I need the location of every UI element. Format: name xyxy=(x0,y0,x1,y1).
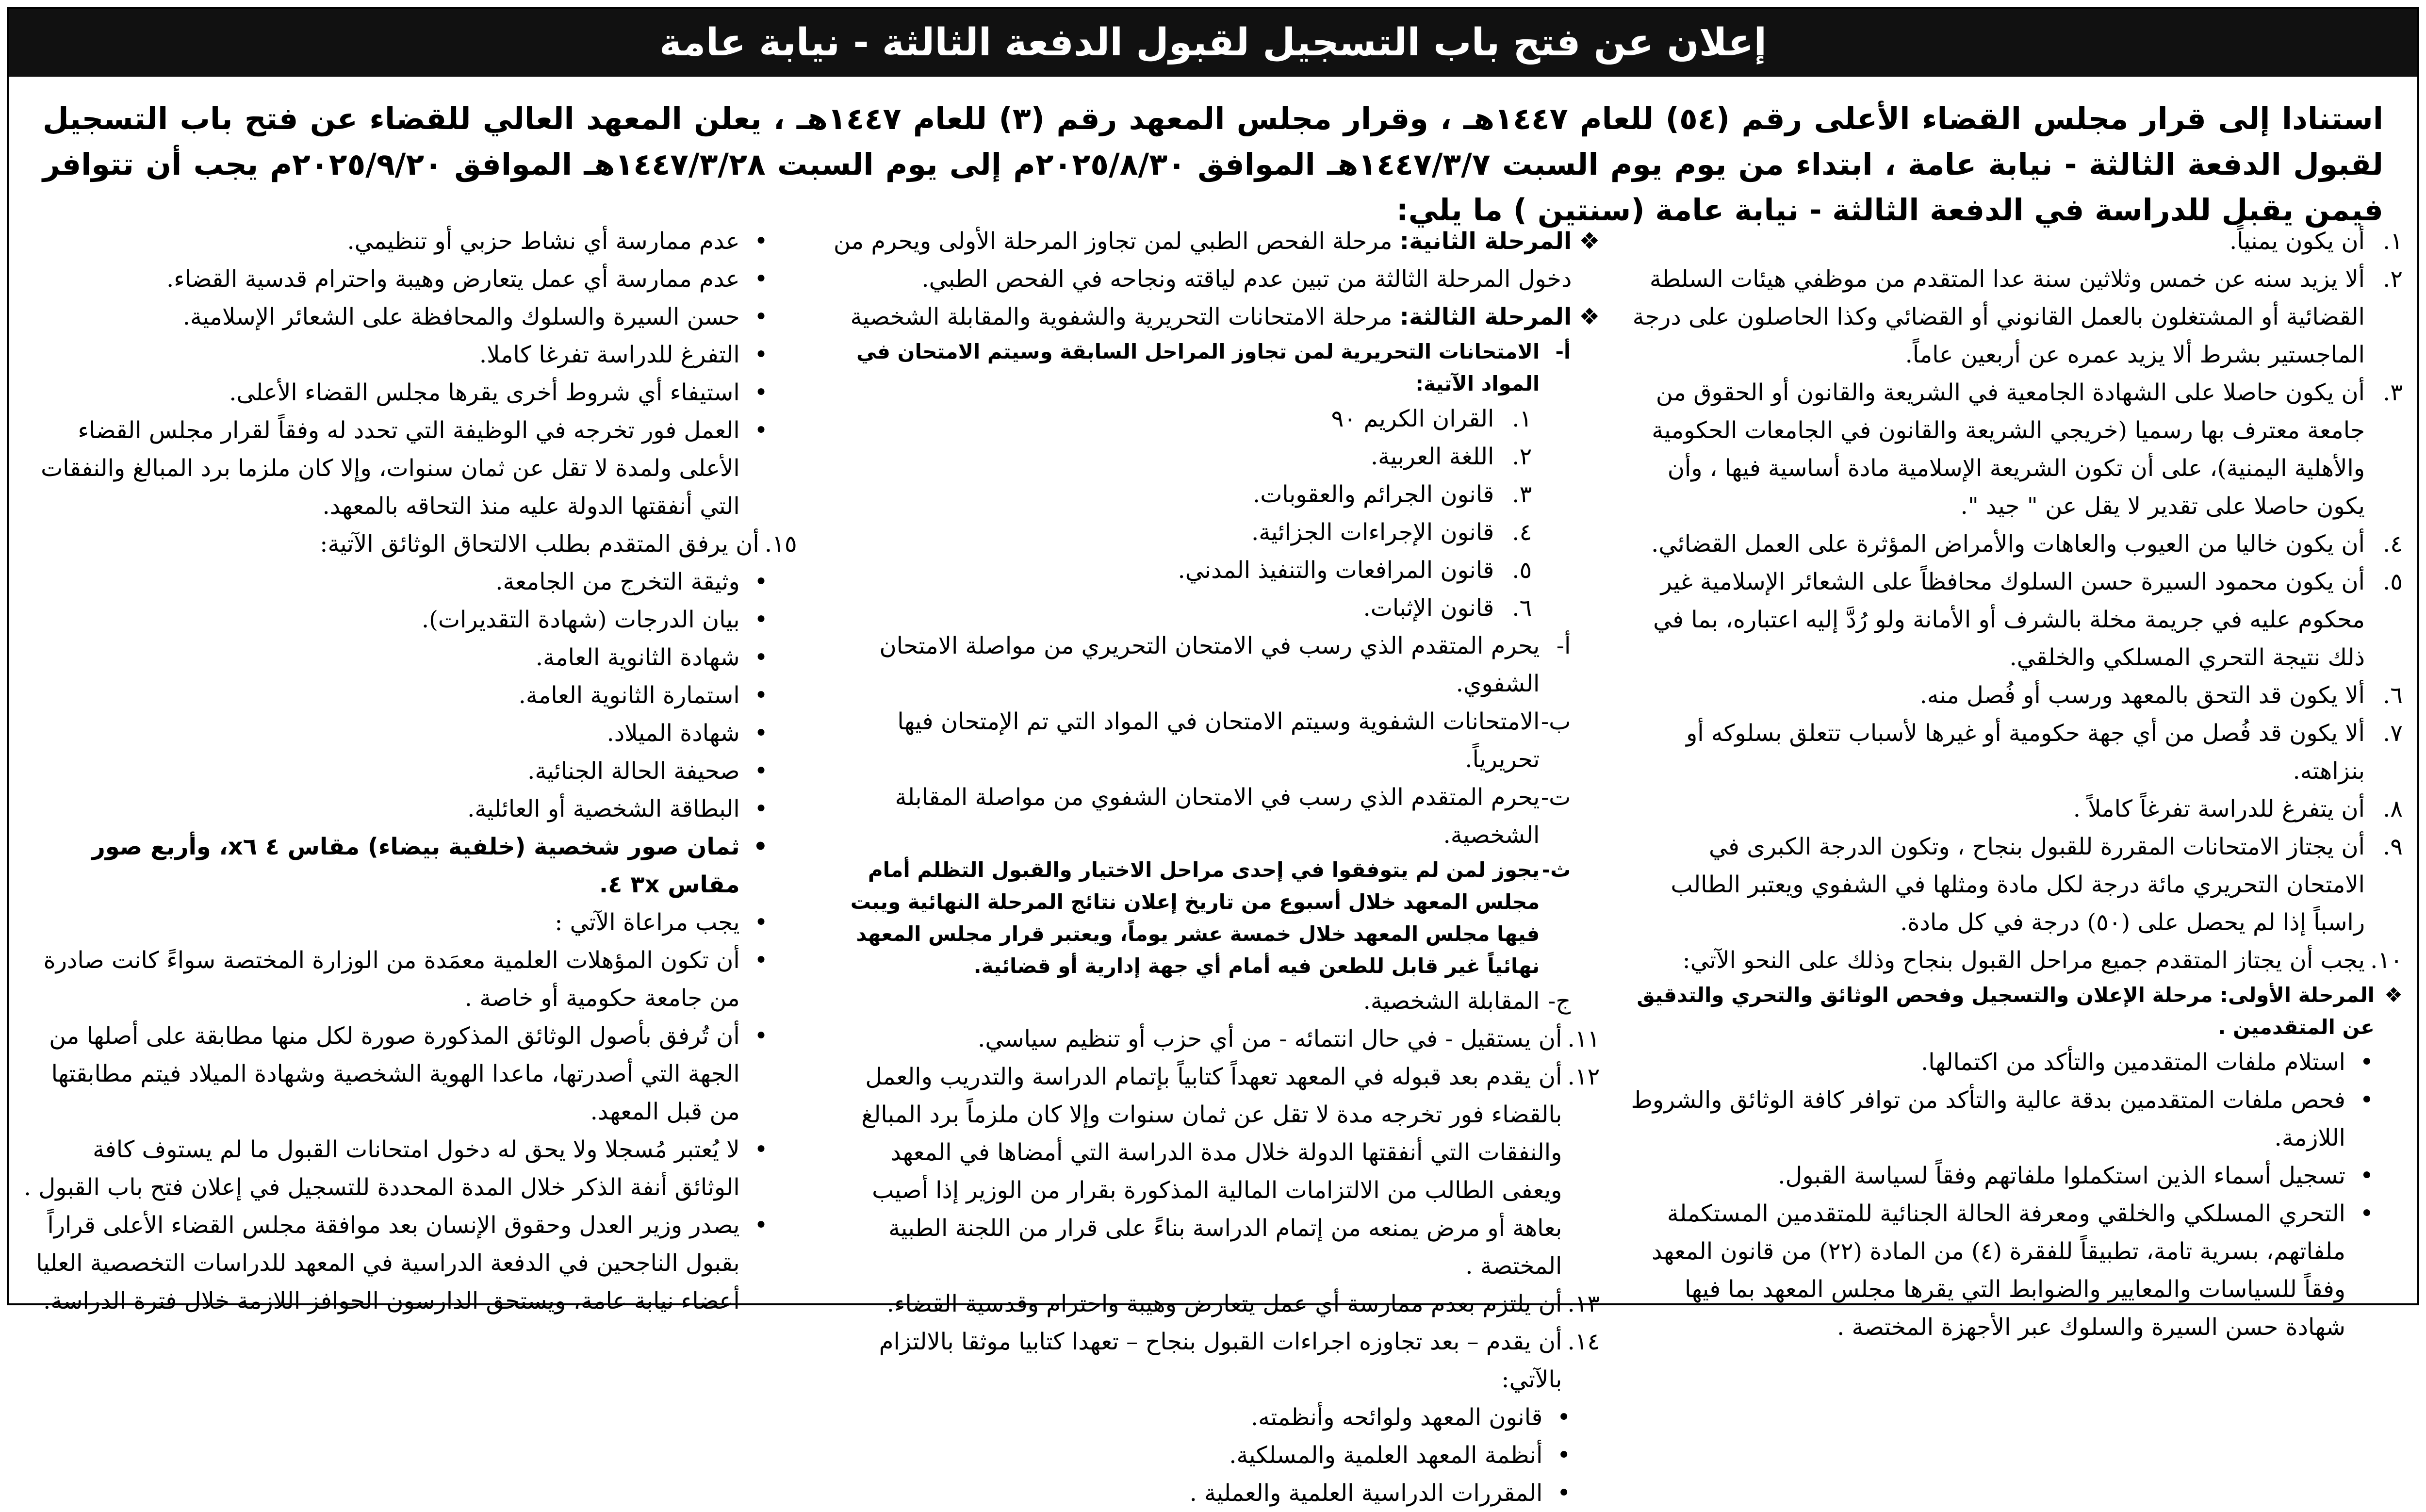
phase1-step-text: التحري المسلكي والخلقي ومعرفة الحالة الجنائية للمتقدمين المستكملة ملفاتهم، بسرية تامة، تطبيقاً للفقرة (٤) من المادة (٢٢) من قانون المعهد وفقاً للسياسات والمعايير والضوابط التي يقرها مجلس المعهد بما فيها شهادة حسن السيرة والسلوك عبر الأجهزة المختصة . xyxy=(1651,1200,2345,1341)
condition-text: أن يكون محمود السيرة حسن السلوك محافظاً على الشعائر الإسلامية غير محكوم عليه في جريمة مخلة بالشرف أو الأمانة ولو رُدَّ إليه اعتباره، بما في ذلك نتيجة التحري المسلكي والخلقي. xyxy=(1653,568,2365,671)
document-item xyxy=(23,790,768,828)
documents-list xyxy=(23,563,797,1320)
exam-note xyxy=(826,627,1571,703)
condition-number: ٦. xyxy=(2382,682,2403,709)
bullet-dot-icon: • xyxy=(754,1022,768,1050)
subject-text: قانون الجرائم والعقوبات. xyxy=(1252,481,1494,508)
pledge-text: أنظمة المعهد العلمية والمسلكية. xyxy=(1229,1442,1543,1469)
pledge-text: قانون المعهد ولوائحه وأنظمته. xyxy=(1250,1404,1543,1431)
condition-text: أن يجتاز الامتحانات المقررة للقبول بنجاح ، وتكون الدرجة الكبرى في الامتحان التحريري مائة درجة لكل مادة ومثلها في الشفوي ويعتبر الطالب راسباً إذا لم يحصل على (٥٠) درجة في كل مادة. xyxy=(1671,833,2365,936)
document-item xyxy=(23,639,768,676)
bullet-dot-icon: • xyxy=(754,568,768,595)
phase1-step-text: استلام ملفات المتقدمين والتأكد من اكتمالها. xyxy=(1920,1049,2345,1076)
subject-item xyxy=(826,513,1532,551)
condition-item xyxy=(1629,525,2403,563)
condition-text: ألا يكون قد فُصل من أي جهة حكومية أو غيرها لأسباب تتعلق بسلوكه أو بنزاهته. xyxy=(1686,720,2365,785)
pledge-item xyxy=(23,411,768,525)
document-text: البطاقة الشخصية أو العائلية. xyxy=(467,795,740,822)
document-item xyxy=(23,676,768,714)
bullet-dot-icon: • xyxy=(2360,1200,2374,1227)
document-text: بيان الدرجات (شهادة التقديرات). xyxy=(421,606,740,633)
condition-number: ٧. xyxy=(2382,720,2403,747)
subject-item xyxy=(826,551,1532,589)
bullet-dot-icon: • xyxy=(754,379,768,406)
subject-item xyxy=(826,476,1532,513)
condition-item xyxy=(826,1020,1600,1058)
bullet-dot-icon: • xyxy=(1557,1404,1571,1431)
condition-text: أن يتفرغ للدراسة تفرغاً كاملاً . xyxy=(2073,795,2365,822)
exam-note-text: الامتحانات الشفوية وسيتم الامتحان في المواد التي تم الإمتحان فيها تحريرياً. xyxy=(897,708,1540,773)
phase1 xyxy=(1629,979,2403,1043)
pledge-item xyxy=(23,336,768,374)
document-item xyxy=(23,752,768,790)
phase3-label: المرحلة الثالثة: xyxy=(1399,303,1572,330)
column-right xyxy=(1629,222,2403,1341)
condition-item xyxy=(1629,828,2403,941)
phase3-text: مرحلة الامتحانات التحريرية والشفوية والمقابلة الشخصية xyxy=(850,303,1393,330)
written-exams-text: الامتحانات التحريرية لمن تجاوز المراحل السابقة وسيتم الامتحان في المواد الآتية: xyxy=(856,340,1540,395)
condition-text: يجب أن يجتاز المتقدم جميع مراحل القبول بنجاح وذلك على النحو الآتي: xyxy=(1682,947,2365,974)
bullet-dot-icon: • xyxy=(754,228,768,255)
subject-text: قانون الإجراءات الجزائية. xyxy=(1251,519,1494,546)
condition-item xyxy=(826,1285,1600,1323)
condition-text: أن يلتزم بعدم ممارسة أي عمل يتعارض وهيبة واحترام وقدسية القضاء. xyxy=(886,1290,1562,1317)
condition-item xyxy=(1629,941,2403,979)
announcement-sheet xyxy=(7,7,2419,1507)
pledge-text: العمل فور تخرجه في الوظيفة التي تحدد له وفقاً لقرار مجلس القضاء الأعلى ولمدة لا تقل عن ثمان سنوات، وإلا كان ملزما برد المبالغ والنفقات التي أنفقتها الدولة عليه منذ التحاقه بالمعهد. xyxy=(41,417,740,520)
condition-number: ١٤. xyxy=(1567,1328,1600,1355)
column-left xyxy=(23,222,797,1315)
page-title: إعلان عن فتح باب التسجيل لقبول الدفعة الثالثة - نيابة عامة xyxy=(659,21,1767,65)
pledge-text: التفرغ للدراسة تفرغا كاملا. xyxy=(479,341,740,368)
condition-item xyxy=(1629,260,2403,374)
subject-item xyxy=(826,400,1532,438)
condition-number: ١. xyxy=(2382,228,2403,255)
condition-number: ٩. xyxy=(2382,833,2403,860)
document-text: شهادة الثانوية العامة. xyxy=(535,644,740,671)
subject-text: قانون الإثبات. xyxy=(1363,594,1494,622)
bullet-dot-icon: • xyxy=(754,720,768,747)
condition-number: ٣. xyxy=(2382,379,2403,406)
phase1-bullets xyxy=(1629,1043,2403,1346)
subject-text: اللغة العربية. xyxy=(1370,443,1494,470)
diamond-icon: ❖ xyxy=(1579,228,1600,255)
pledge-text: المقررات الدراسية العلمية والعملية . xyxy=(1189,1479,1543,1507)
condition-item xyxy=(826,1058,1600,1285)
exam-note-text: يجوز لمن لم يتوفقوا في إحدى مراحل الاختيار والقبول التظلم أمام مجلس المعهد خلال أسبوع من تاريخ إعلان نتائج المرحلة النهائية ويبت فيها مجلس المعهد خلال خمسة عشر يوماً، ويعتبر قرار مجلس المعهد نهائياً غير قابل للطعن فيه أمام أي جهة إدارية أو قضائية. xyxy=(850,858,1540,978)
item-15 xyxy=(23,525,797,563)
exam-note-text: المقابلة الشخصية. xyxy=(1363,987,1540,1015)
bullet-dot-icon: • xyxy=(754,606,768,633)
written-exams-letter: أ- xyxy=(1555,340,1571,363)
bullet-dot-icon: • xyxy=(754,265,768,293)
document-text: أن تكون المؤهلات العلمية معمَدة من الوزارة المختصة سواءً كانت صادرة من جامعة حكومية أو خاصة . xyxy=(43,947,740,1012)
pledge-item xyxy=(23,298,768,336)
phase1-step-text: فحص ملفات المتقدمين بدقة عالية والتأكد من توافر كافة الوثائق والشروط اللازمة. xyxy=(1631,1086,2345,1151)
bullet-dot-icon: • xyxy=(754,341,768,368)
bullet-dot-icon: • xyxy=(2360,1049,2374,1076)
diamond-icon: ❖ xyxy=(2384,983,2403,1007)
document-item xyxy=(23,1017,768,1131)
pledge-text: عدم ممارسة أي عمل يتعارض وهيبة واحترام قدسية القضاء. xyxy=(166,265,740,293)
intro-paragraph: استنادا إلى قرار مجلس القضاء الأعلى رقم (٥٤) للعام ١٤٤٧هـ ، وقرار مجلس المعهد رقم (٣) للعام ١٤٤٧هـ ، يعلن المعهد العالي للقضاء عن فتح باب التسجيل لقبول الدفعة الثالثة - نيابة عامة ، ابتداء من يوم يوم السبت ١٤٤٧/٣/٧هـ الموافق ٢٠٢٥/٨/٣٠م إلى يوم السبت ١٤٤٧/٣/٢٨هـ الموافق ٢٠٢٥/٩/٢٠م يجب أن تتوافر فيمن يقبل للدراسة في الدفعة الثالثة - نيابة عامة (سنتين ) ما يلي: xyxy=(43,101,2384,228)
exam-note xyxy=(826,982,1571,1020)
bullet-dot-icon: • xyxy=(754,303,768,330)
bullet-dot-icon: • xyxy=(754,644,768,671)
condition-text: أن يستقيل - في حال انتمائه - من أي حزب أو تنظيم سياسي. xyxy=(978,1025,1562,1052)
condition-text: أن يكون يمنياً. xyxy=(2229,228,2365,255)
condition-number: ٢. xyxy=(2382,265,2403,293)
pledge-item xyxy=(23,374,768,411)
document-text: يصدر وزير العدل وحقوق الإنسان بعد موافقة مجلس القضاء الأعلى قراراً بقبول الناجحين في الدفعة الدراسية في المعهد للدراسات التخصصية العليا أعضاء نيابة عامة، ويستحق الدارسون الحوافز اللازمة خلال فترة الدراسة. xyxy=(36,1212,740,1315)
title-bar xyxy=(9,9,2417,77)
written-exams xyxy=(826,336,1600,400)
condition-number: ٨. xyxy=(2382,795,2403,822)
bullet-dot-icon: • xyxy=(1557,1479,1571,1507)
condition-item xyxy=(1629,374,2403,525)
subjects-list xyxy=(826,400,1600,627)
exam-note-text: يحرم المتقدم الذي رسب في الامتحان الشفوي من مواصلة المقابلة الشخصية. xyxy=(895,784,1540,849)
document-text: ثمان صور شخصية (خلفية بيضاء) مقاس ٤ x٦، وأربع صور مقاس ٣x ٤. xyxy=(92,833,740,898)
subject-number: ٥. xyxy=(1512,557,1532,584)
phase2-text: مرحلة الفحص الطبي لمن تجاوز المرحلة الأولى ويحرم من دخول المرحلة الثالثة من تبين عدم لياقته ونجاحه في الفحص الطبي. xyxy=(833,228,1572,293)
document-text: استمارة الثانوية العامة. xyxy=(518,682,740,709)
pledge-item xyxy=(826,1436,1571,1474)
exam-note xyxy=(826,854,1571,982)
conditions-list-continued xyxy=(826,1020,1600,1398)
condition-number: ١٣. xyxy=(1567,1290,1600,1317)
condition-number: ١١. xyxy=(1567,1025,1600,1052)
pledge-item xyxy=(23,260,768,298)
condition-text: ألا يكون قد التحق بالمعهد ورسب أو فُصل منه. xyxy=(1919,682,2365,709)
bullet-dot-icon: • xyxy=(753,833,768,860)
condition-number: ٤. xyxy=(2382,530,2403,558)
subject-text: قانون المرافعات والتنفيذ المدني. xyxy=(1178,557,1494,584)
bullet-dot-icon: • xyxy=(754,947,768,974)
subject-text: القران الكريم ٩٠ xyxy=(1331,405,1494,432)
phase1-step-item xyxy=(1629,1195,2374,1346)
document-text: أن تُرفق بأصول الوثائق المذكورة صورة لكل منها مطابقة على أصلها من الجهة التي أصدرتها، ماعدا الهوية الشخصية وشهادة الميلاد فيتم مطابقتها من قبل المعهد. xyxy=(49,1022,740,1125)
condition-text: أن يكون خاليا من العيوب والعاهات والأمراض المؤثرة على العمل القضائي. xyxy=(1651,530,2365,558)
bullet-dot-icon: • xyxy=(754,417,768,444)
bullet-dot-icon: • xyxy=(754,757,768,785)
document-item xyxy=(23,941,768,1017)
condition-item xyxy=(826,1323,1600,1398)
condition-text: أن يقدم بعد قبوله في المعهد تعهداً كتابياً بإتمام الدراسة والتدريب والعمل بالقضاء فور تخرجه مدة لا تقل عن ثمان سنوات وإلا كان ملزماً برد المبالغ والنفقات التي أنفقتها الدولة خلال مدة الدراسة التي أمضاها في المعهد ويعفى الطالب من الالتزامات المالية المذكورة بقرار من الوزير إذا أصيب بعاهة أو مرض يمنعه من إتمام الدراسة بناءً على قرار من اللجنة الطبية المختصة . xyxy=(861,1063,1562,1280)
document-item xyxy=(23,601,768,639)
condition-item xyxy=(1629,676,2403,714)
bullet-dot-icon: • xyxy=(754,795,768,822)
condition-item xyxy=(1629,714,2403,790)
phase2-label: المرحلة الثانية: xyxy=(1399,228,1572,255)
bullet-dot-icon: • xyxy=(754,682,768,709)
phase1-step-item xyxy=(1629,1081,2374,1157)
exam-note-letter: أ- xyxy=(1556,632,1571,659)
phase1-text: المرحلة الأولى: مرحلة الإعلان والتسجيل وفحص الوثائق والتحري والتدقيق عن المتقدمين . xyxy=(1637,983,2375,1039)
document-item xyxy=(23,904,768,941)
pledge-item xyxy=(826,1474,1571,1512)
subject-item xyxy=(826,438,1532,476)
pledge-text: حسن السيرة والسلوك والمحافظة على الشعائر الإسلامية. xyxy=(182,303,740,330)
condition-item xyxy=(1629,790,2403,828)
condition-number: ١٠. xyxy=(2370,947,2403,974)
condition-number: ٥. xyxy=(2382,568,2403,595)
pledge-bullets-continued xyxy=(23,222,797,525)
bullet-dot-icon: • xyxy=(754,1212,768,1239)
document-text: لا يُعتبر مُسجلا ولا يحق له دخول امتحانات القبول ما لم يستوف كافة الوثائق أنفة الذكر خلال المدة المحددة للتسجيل في إعلان فتح باب القبول . xyxy=(23,1136,740,1201)
document-text: يجب مراعاة الآتي : xyxy=(555,909,740,936)
condition-text: أن يكون حاصلا على الشهادة الجامعية في الشريعة والقانون أو الحقوق من جامعة معترف بها رسميا (خريجي الشريعة والقانون في الجامعات الحكومية والأهلية اليمنية)، على أن تكون الشريعة الإسلامية مادة أساسية فيها ، وأن يكون حاصلا على تقدير لا يقل عن " جيد ". xyxy=(1652,379,2365,520)
phase1-step-item xyxy=(1629,1043,2374,1081)
condition-text: ألا يزيد سنه عن خمس وثلاثين سنة عدا المتقدم من موظفي هيئات السلطة القضائية أو المشتغلون بالعمل القانوني أو القضائي وكذا الحاصلون على درجة الماجستير بشرط ألا يزيد عمره عن أربعين عاماً. xyxy=(1632,265,2365,368)
bullet-dot-icon: • xyxy=(2360,1086,2374,1114)
document-text: شهادة الميلاد. xyxy=(606,720,740,747)
pledge-bullets xyxy=(826,1398,1600,1512)
phase2 xyxy=(826,222,1600,298)
columns xyxy=(23,222,2403,1507)
phase3 xyxy=(826,298,1600,336)
document-item xyxy=(23,1206,768,1320)
bullet-dot-icon: • xyxy=(1557,1442,1571,1469)
pledge-text: عدم ممارسة أي نشاط حزبي أو تنظيمي. xyxy=(347,228,740,255)
exam-note-letter: ت- xyxy=(1541,784,1571,811)
pledge-item xyxy=(23,222,768,260)
item-15-text: أن يرفق المتقدم بطلب الالتحاق الوثائق الآتية: xyxy=(320,530,759,558)
bullet-dot-icon: • xyxy=(2360,1162,2374,1189)
column-middle xyxy=(826,222,1600,1507)
phase1-step-item xyxy=(1629,1157,2374,1195)
phase1-step-text: تسجيل أسماء الذين استكملوا ملفاتهم وفقاً لسياسة القبول. xyxy=(1778,1162,2345,1189)
bullet-dot-icon: • xyxy=(754,1136,768,1163)
diamond-icon: ❖ xyxy=(1579,303,1600,330)
document-text: وثيقة التخرج من الجامعة. xyxy=(495,568,740,595)
subject-number: ٦. xyxy=(1512,594,1532,622)
conditions-list xyxy=(1629,222,2403,979)
document-text: صحيفة الحالة الجنائية. xyxy=(527,757,740,785)
condition-item xyxy=(1629,222,2403,260)
pledge-text: استيفاء أي شروط أخرى يقرها مجلس القضاء الأعلى. xyxy=(229,379,740,406)
condition-number: ١٢. xyxy=(1567,1063,1600,1090)
exam-note-letter: ج- xyxy=(1548,987,1571,1015)
document-item xyxy=(23,828,768,904)
document-item xyxy=(23,714,768,752)
subject-number: ٣. xyxy=(1512,481,1532,508)
exam-note-letter: ث- xyxy=(1541,858,1571,882)
subject-item xyxy=(826,589,1532,627)
subject-number: ٤. xyxy=(1512,519,1532,546)
document-item xyxy=(23,1131,768,1206)
subject-number: ١. xyxy=(1512,405,1532,432)
bullet-dot-icon: • xyxy=(754,909,768,936)
exam-note xyxy=(826,778,1571,854)
item-15-number: ١٥. xyxy=(764,530,797,558)
exam-note xyxy=(826,703,1571,778)
exam-notes xyxy=(826,627,1600,1020)
subject-number: ٢. xyxy=(1512,443,1532,470)
condition-item xyxy=(1629,563,2403,676)
exam-note-letter: ب- xyxy=(1541,708,1571,735)
document-item xyxy=(23,563,768,601)
pledge-item xyxy=(826,1398,1571,1436)
exam-note-text: يحرم المتقدم الذي رسب في الامتحان التحريري من مواصلة الامتحان الشفوي. xyxy=(879,632,1540,697)
condition-text: أن يقدم – بعد تجاوزه اجراءات القبول بنجاح – تعهدا كتابيا موثقا بالالتزام بالآتي: xyxy=(879,1328,1562,1393)
